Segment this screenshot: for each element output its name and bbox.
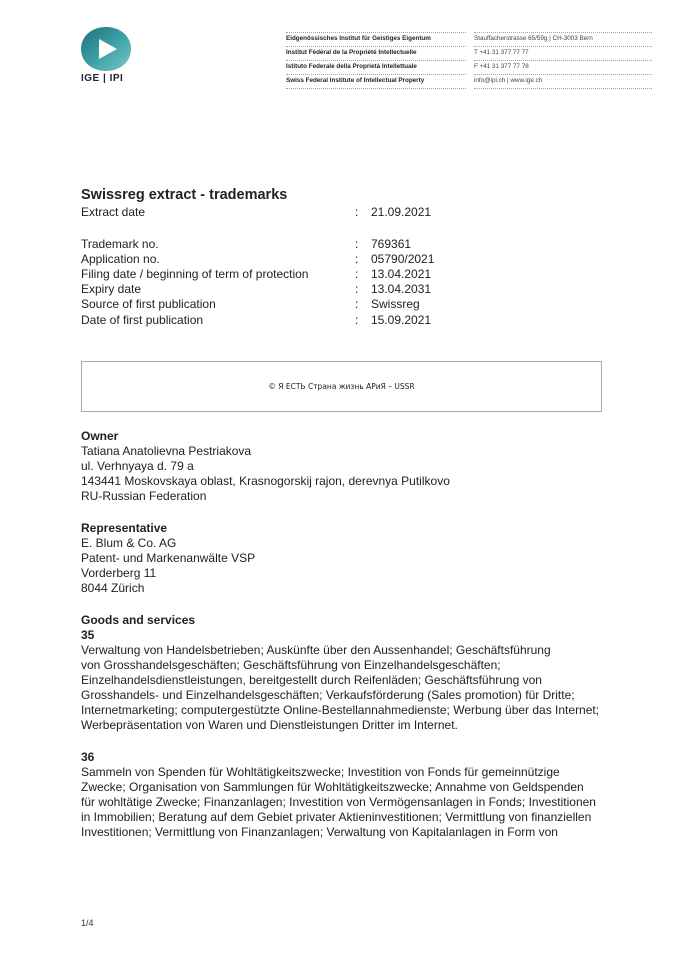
class-text-line: Internetmarketing; computergestützte Online-Bestellannahmedienste; Werbung über das Internet; (81, 703, 600, 717)
institute-name-it: Istituto Federale della Proprietà Intellettuale (286, 61, 466, 75)
separator: : (355, 313, 359, 327)
owner-line: RU-Russian Federation (81, 489, 207, 503)
representative-section (81, 521, 641, 596)
representative-line: Vorderberg 11 (81, 566, 157, 580)
class-text-line: für wohltätige Zwecke; Finanzanlagen; Investition von Vermögensanlagen in Fonds; Investitionen (81, 795, 596, 809)
representative-heading: Representative (81, 521, 168, 535)
separator: : (355, 297, 359, 311)
separator: : (355, 237, 359, 251)
class-number: 36 (81, 750, 95, 764)
contact-phone: T +41 31 377 77 77 (474, 47, 652, 61)
class-text-line: Verwaltung von Handelsbetrieben; Auskünfte über den Aussenhandel; Geschäftsführung (81, 643, 551, 657)
trademark-text: © Я ЕСТЬ Страна жизнь АРиЯ – USSR (268, 382, 415, 391)
detail-value: 13.04.2031 (371, 282, 432, 296)
owner-line: 143441 Moskovskaya oblast, Krasnogorskij rajon, derevnya Putilkovo (81, 474, 450, 488)
institute-name-fr: Institut Fédéral de la Propriété Intellectuelle (286, 47, 466, 61)
representative-line: Patent- und Markenanwälte VSP (81, 551, 256, 565)
separator: : (355, 267, 359, 281)
detail-label: Application no. (81, 252, 160, 266)
separator: : (355, 282, 359, 296)
owner-line: Tatiana Anatolievna Pestriakova (81, 444, 252, 458)
goods-class-36 (81, 750, 641, 840)
owner-heading: Owner (81, 429, 119, 443)
trademark-image-box (81, 361, 602, 412)
detail-label: Source of first publication (81, 297, 216, 311)
representative-line: E. Blum & Co. AG (81, 536, 177, 550)
page-number: 1/4 (81, 918, 94, 928)
contact-address: Stauffacherstrasse 65/59g | CH-3003 Bern (474, 32, 652, 47)
contact-info (474, 32, 652, 89)
institute-name-en: Swiss Federal Institute of Intellectual Property (286, 75, 466, 89)
class-text-line: in Immobilien; Beratung auf dem Gebiet privater Aktieninvestitionen; Vermittlung von finanziellen (81, 810, 592, 824)
extract-date-label: Extract date (81, 205, 146, 219)
detail-label: Date of first publication (81, 313, 204, 327)
detail-value: 05790/2021 (371, 252, 435, 266)
contact-fax: F +41 31 377 77 78 (474, 61, 652, 75)
goods-heading: Goods and services (81, 613, 196, 627)
logo-text: IGE | IPI (81, 73, 124, 84)
class-text-line: Einzelhandelsdienstleistungen, bereitgestellt durch Reifenläden; Geschäftsführung von (81, 673, 542, 687)
detail-value: Swissreg (371, 297, 420, 311)
goods-section (81, 613, 641, 733)
separator: : (355, 252, 359, 266)
extract-date-value: 21.09.2021 (371, 205, 432, 219)
owner-section (81, 429, 641, 504)
institute-name-de: Eidgenössisches Institut für Geistiges Eigentum (286, 32, 466, 47)
class-text-line: Sammeln von Spenden für Wohltätigkeitszwecke; Investition von Fonds für gemeinnützige (81, 765, 560, 779)
owner-line: ul. Verhnyaya d. 79 a (81, 459, 194, 473)
detail-value: 769361 (371, 237, 412, 251)
representative-line: 8044 Zürich (81, 581, 145, 595)
separator: : (355, 205, 359, 219)
detail-value: 13.04.2021 (371, 267, 432, 281)
detail-label: Expiry date (81, 282, 142, 296)
ige-ipi-logo-icon (80, 26, 132, 72)
contact-web: info@ipi.ch | www.ige.ch (474, 75, 652, 89)
class-number: 35 (81, 628, 95, 642)
class-text-line: Grosshandels- und Einzelhandelsgeschäften; Verkaufsförderung (Sales promotion) für Dritte; (81, 688, 575, 702)
class-text-line: Werbepräsentation von Waren und Dienstleistungen Dritter im Internet. (81, 718, 458, 732)
detail-value: 15.09.2021 (371, 313, 432, 327)
detail-label: Filing date / beginning of term of protection (81, 267, 309, 281)
class-text-line: Investitionen; Vermittlung von Finanzanlagen; Verwaltung von Kapitalanlagen in Form von (81, 825, 558, 839)
class-text-line: Zwecke; Organisation von Sammlungen für Wohltätigkeitszwecke; Annahme von Geldspenden (81, 780, 584, 794)
class-text-line: von Grosshandelsgeschäften; Geschäftsführung von Einzelhandelsgeschäften; (81, 658, 501, 672)
institute-names (286, 32, 466, 89)
detail-label: Trademark no. (81, 237, 159, 251)
page-title: Swissreg extract - trademarks (81, 187, 288, 203)
